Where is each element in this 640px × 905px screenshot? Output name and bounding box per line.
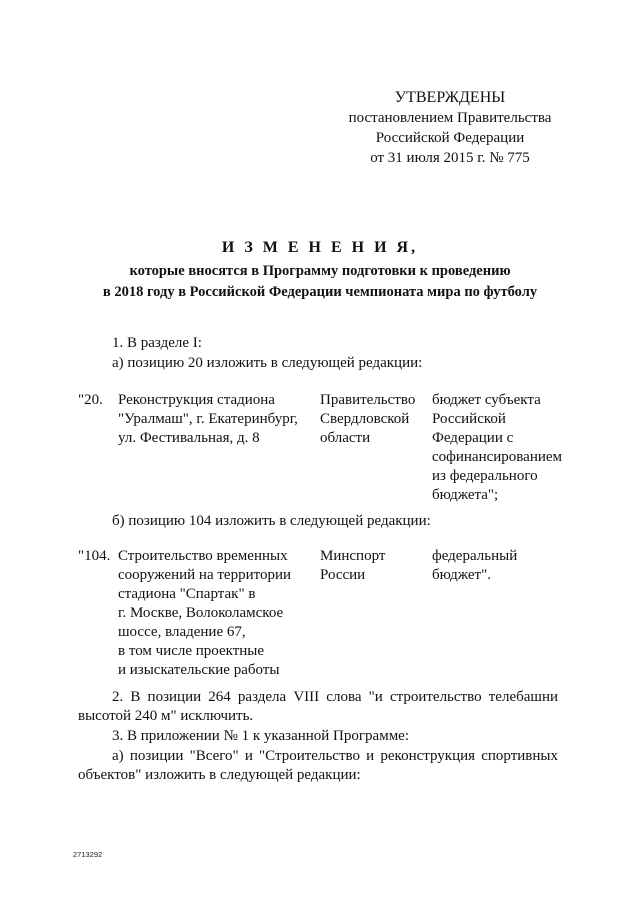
cell-line: Правительство xyxy=(320,392,416,408)
cell-line: Реконструкция стадиона xyxy=(118,392,275,408)
cell-line: г. Москве, Волоколамское xyxy=(118,605,284,621)
document-heading xyxy=(40,236,600,302)
position-funding-source xyxy=(432,547,572,585)
approval-date: от 31 июля 2015 г. № 775 xyxy=(370,150,530,166)
position-name xyxy=(118,547,313,680)
document-id: 2713292 xyxy=(73,850,103,859)
approval-line-3: Российской Федерации xyxy=(375,130,525,146)
cell-line: области xyxy=(320,430,371,446)
item-1: 1. В разделе I: xyxy=(112,335,202,351)
cell-line: Строительство временных xyxy=(118,548,288,564)
item-2 xyxy=(78,688,558,726)
position-funding-source xyxy=(432,391,572,505)
document-title: И З М Е Н Е Н И Я, xyxy=(221,239,419,256)
item-2-line-2: высотой 240 м" исключить. xyxy=(78,708,254,724)
cell-line: "Уралмаш", г. Екатеринбург, xyxy=(118,411,298,427)
cell-line: софинансированием xyxy=(432,449,563,465)
cell-line: шоссе, владение 67, xyxy=(118,624,246,640)
cell-line: из федерального xyxy=(432,468,538,484)
cell-line: России xyxy=(320,567,366,583)
item-3: 3. В приложении № 1 к указанной Программе: xyxy=(112,728,410,744)
cell-line: Российской xyxy=(432,411,506,427)
cell-line: Свердловской xyxy=(320,411,410,427)
position-number: "104. xyxy=(78,548,111,564)
cell-line: ул. Фестивальная, д. 8 xyxy=(118,430,260,446)
item-2-line-1: 2. В позиции 264 раздела VIII слова "и строительство телебашни xyxy=(112,689,558,705)
approval-stamp xyxy=(320,88,580,168)
cell-line: и изыскательские работы xyxy=(118,662,280,678)
item-1-sub-a: а) позицию 20 изложить в следующей редакции: xyxy=(112,355,423,371)
cell-line: бюджет". xyxy=(432,567,491,583)
item-3-sub-a-line-1: а) позиции "Всего" и "Строительство и реконструкция спортивных xyxy=(112,748,558,764)
approval-line-2: постановлением Правительства xyxy=(348,110,552,126)
document-subtitle-line-1: которые вносятся в Программу подготовки к проведению xyxy=(129,263,511,279)
cell-line: бюджет субъекта xyxy=(432,392,541,408)
item-3-sub-a-line-2: объектов" изложить в следующей редакции: xyxy=(78,767,361,783)
approval-title: УТВЕРЖДЕНЫ xyxy=(394,89,506,106)
position-name xyxy=(118,391,313,448)
cell-line: в том числе проектные xyxy=(118,643,265,659)
position-responsible xyxy=(320,391,425,448)
cell-line: Минспорт xyxy=(320,548,386,564)
cell-line: Федерации с xyxy=(432,430,514,446)
document-subtitle-line-2: в 2018 году в Российской Федерации чемпионата мира по футболу xyxy=(102,284,538,300)
item-1-sub-b: б) позицию 104 изложить в следующей редакции: xyxy=(112,513,431,529)
item-3-sub-a xyxy=(78,747,558,785)
cell-line: стадиона "Спартак" в xyxy=(118,586,256,602)
position-responsible xyxy=(320,547,425,585)
cell-line: федеральный xyxy=(432,548,518,564)
position-number: "20. xyxy=(78,392,103,408)
cell-line: бюджета"; xyxy=(432,487,499,503)
cell-line: сооружений на территории xyxy=(118,567,292,583)
